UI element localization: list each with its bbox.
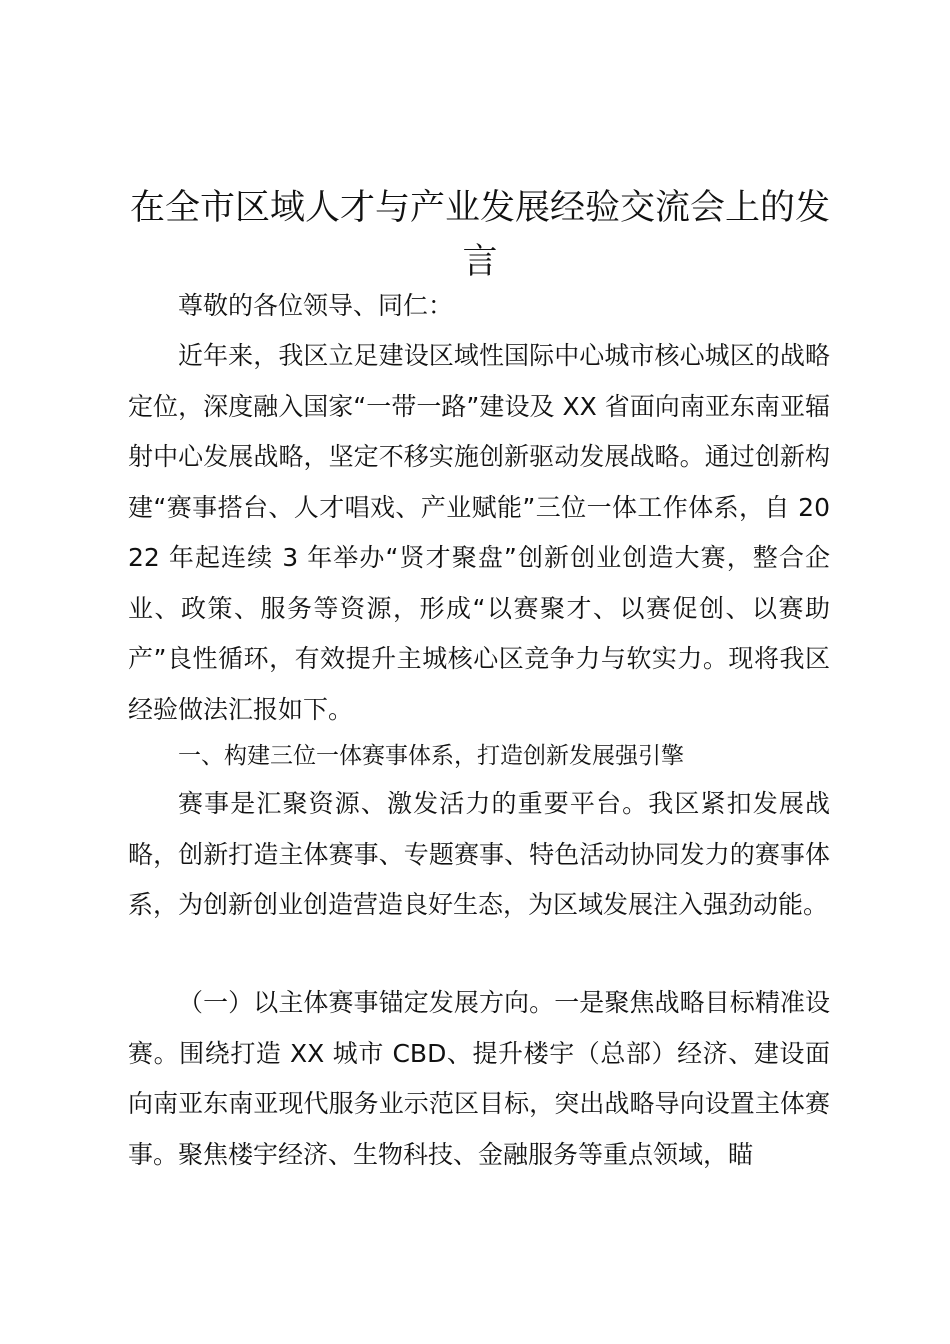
greeting-paragraph: 尊敬的各位领导、同仁：	[178, 291, 454, 320]
subsection-1-paragraph: （一）以主体赛事锚定发展方向。一是聚焦战略目标精准设赛。围绕打造 XX 城市 CBD、提升楼宇（总部）经济、建设面向南亚东南亚现代服务业示范区目标，突出战略导向设置主体赛事。聚焦楼宇经济、生物科技、金融服务等重点领域，瞄	[128, 988, 830, 1169]
section-1-paragraph: 赛事是汇聚资源、激发活力的重要平台。我区紧扣发展战略，创新打造主体赛事、专题赛事、特色活动协同发力的赛事体系，为创新创业创造营造良好生态，为区域发展注入强劲动能。	[128, 789, 830, 919]
section-heading-1: 一、构建三位一体赛事体系，打造创新发展强引擎	[178, 743, 684, 769]
document-title: 在全市区域人才与产业发展经验交流会上的发言	[129, 188, 830, 282]
intro-paragraph: 近年来，我区立足建设区域性国际中心城市核心城区的战略定位，深度融入国家“一带一路”建设及 XX 省面向南亚东南亚辐射中心发展战略，坚定不移实施创新驱动发展战略。通过创新构建“赛事搭台、人才唱戏、产业赋能”三位一体工作体系，自 2022 年起连续 3 年举办“贤才聚盘”创新创业创造大赛，整合企业、政策、服务等资源，形成“以赛聚才、以赛促创、以赛助产”良性循环，有效提升主城核心区竞争力与软实力。现将我区经验做法汇报如下。	[128, 341, 830, 724]
